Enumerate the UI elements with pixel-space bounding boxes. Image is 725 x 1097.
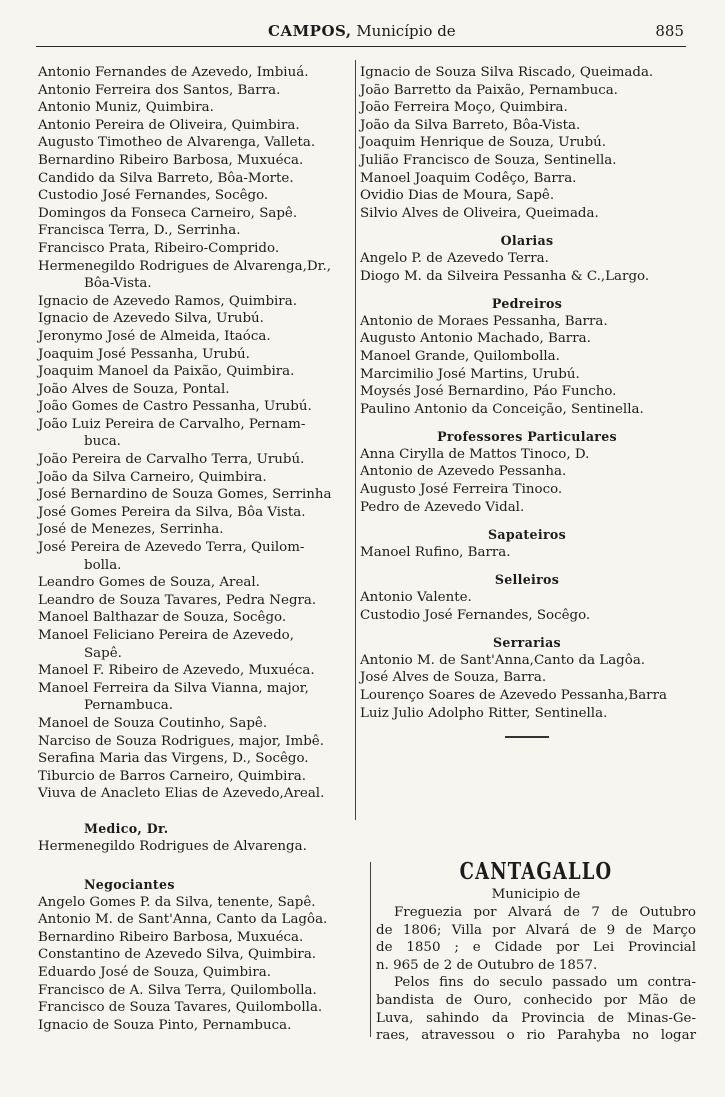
section-heading-sapateiros: Sapateiros <box>488 527 566 543</box>
list-item: Augusto José Ferreira Tinoco. <box>360 482 563 498</box>
list-item: Antonio de Azevedo Pessanha. <box>360 464 567 480</box>
list-item: Joaquim Manoel da Paixão, Quimbira. <box>38 364 295 380</box>
list-item: Ignacio de Souza Pinto, Pernambuca. <box>38 1017 292 1033</box>
list-item: Angelo Gomes P. da Silva, tenente, Sapê. <box>38 894 316 910</box>
medico-section <box>38 820 358 855</box>
list-item: João Ferreira Moço, Quimbira. <box>360 100 568 116</box>
list-item: Diogo M. da Silveira Pessanha & C.,Largo. <box>360 268 650 284</box>
list-item: Manoel Ferreira da Silva Vianna, major, <box>38 680 309 696</box>
list-item: Custodio José Fernandes, Socêgo. <box>38 188 269 204</box>
body-line: Luva, sahindo da Provincia de Minas-Ge- <box>376 1010 696 1026</box>
list-item: Lourenço Soares de Azevedo Pessanha,Barra <box>360 688 667 703</box>
list-item: Pedro de Azevedo Vidal. <box>360 499 525 515</box>
body-line: de 1806; Villa por Alvará de 9 de Março <box>376 922 696 938</box>
list-item: Ignacio de Azevedo Silva, Urubú. <box>38 311 264 327</box>
list-item: João Alves de Souza, Pontal. <box>38 381 230 397</box>
list-item: José Bernardino de Souza Gomes, Serrinha <box>38 487 332 503</box>
list-item: Luiz Julio Adolpho Ritter, Sentinella. <box>360 705 608 721</box>
list-item: Ignacio de Souza Silva Riscado, Queimada. <box>360 65 654 80</box>
body-line: de 1850 ; e Cidade por Lei Provincial <box>376 940 696 956</box>
list-item-continuation: Bôa-Vista. <box>84 276 152 292</box>
list-item: Bernardino Ribeiro Barbosa, Muxuéca. <box>38 152 304 168</box>
list-item: Antonio Ferreira dos Santos, Barra. <box>38 82 281 98</box>
list-item: Viuva de Anacleto Elias de Azevedo,Areal. <box>38 786 325 802</box>
list-item: José Gomes Pereira da Silva, Bôa Vista. <box>38 504 306 520</box>
list-item-continuation: Pernambuca. <box>84 698 173 714</box>
body-line: n. 965 de 2 de Outubro de 1857. <box>376 957 598 973</box>
section-heading-olarias: Olarias <box>500 233 554 249</box>
cantagallo-section <box>376 858 696 1045</box>
list-item: Manoel de Souza Coutinho, Sapê. <box>38 715 268 731</box>
list-item: Antonio M. de Sant'Anna,Canto da Lagôa. <box>360 652 646 668</box>
list-item: Joaquim Henrique de Souza, Urubú. <box>360 135 607 151</box>
list-item: José de Menezes, Serrinha. <box>38 522 224 538</box>
list-item: Manoel F. Ribeiro de Azevedo, Muxuéca. <box>38 663 315 679</box>
list-item: Eduardo José de Souza, Quimbira. <box>38 964 271 980</box>
list-item: João da Silva Barreto, Bôa-Vista. <box>360 117 581 133</box>
list-item: Ignacio de Azevedo Ramos, Quimbira. <box>38 293 297 309</box>
list-item: Jeronymo José de Almeida, Itaóca. <box>38 328 271 344</box>
list-item: Domingos da Fonseca Carneiro, Sapê. <box>38 205 298 221</box>
section-heading-negociantes: Negociantes <box>84 877 175 892</box>
list-item: José Pereira de Azevedo Terra, Quilom- <box>38 540 305 556</box>
list-item: Paulino Antonio da Conceição, Sentinella. <box>360 401 644 417</box>
list-item: Hermenegildo Rodrigues de Alvarenga,Dr., <box>38 258 332 274</box>
section-heading-medico: Medico, Dr. <box>84 821 169 836</box>
list-item: João Pereira de Carvalho Terra, Urubú. <box>38 452 305 468</box>
list-item: Constantino de Azevedo Silva, Quimbira. <box>38 947 317 963</box>
list-item: Tiburcio de Barros Carneiro, Quimbira. <box>38 768 306 784</box>
list-item: Marcimilio José Martins, Urubú. <box>360 366 580 382</box>
list-item: Bernardino Ribeiro Barbosa, Muxuéca. <box>38 929 304 945</box>
list-item: Manoel Feliciano Pereira de Azevedo, <box>38 628 294 643</box>
list-item: Joaquim José Pessanha, Urubú. <box>38 346 250 362</box>
header-title <box>268 22 456 40</box>
cantagallo-body <box>376 904 696 1045</box>
list-item: Antonio de Moraes Pessanha, Barra. <box>360 313 608 329</box>
negociantes-section <box>38 876 374 1034</box>
list-item: Candido da Silva Barreto, Bôa-Morte. <box>38 170 294 186</box>
list-item: Antonio Muniz, Quimbira. <box>38 100 214 116</box>
list-item: Serafina Maria das Virgens, D., Socêgo. <box>38 751 309 767</box>
list-item: Manoel Joaquim Codêço, Barra. <box>360 170 577 186</box>
list-item: João Luiz Pereira de Carvalho, Pernam- <box>38 416 306 432</box>
header-place: CAMPOS, <box>268 22 352 40</box>
list-item: Francisco Prata, Ribeiro-Comprido. <box>38 240 280 256</box>
list-item: Manoel Grande, Quilombolla. <box>360 348 560 364</box>
list-item: Angelo P. de Azevedo Terra. <box>360 250 549 266</box>
section-heading-selleiros: Selleiros <box>494 572 560 588</box>
left-column <box>38 64 356 803</box>
list-item: Francisca Terra, D., Serrinha. <box>38 223 241 239</box>
section-heading-professores: Professores Particulares <box>437 429 617 445</box>
list-item: João Barretto da Paixão, Pernambuca. <box>360 82 618 98</box>
list-item: Julião Francisco de Souza, Sentinella. <box>360 152 617 168</box>
list-item: Leandro de Souza Tavares, Pedra Negra. <box>38 592 317 608</box>
header-municipality: Município de <box>356 22 456 40</box>
list-item: José Alves de Souza, Barra. <box>360 670 547 686</box>
body-line: raes, atravessou o rio Parahyba no logar <box>376 1028 696 1044</box>
list-item: Antonio Pereira de Oliveira, Quimbira. <box>38 117 300 133</box>
list-item: Custodio José Fernandes, Socêgo. <box>360 607 591 623</box>
list-item: Ovidio Dias de Moura, Sapê. <box>360 188 555 204</box>
list-item: Antonio Fernandes de Azevedo, Imbiuá. <box>38 65 309 80</box>
cantagallo-title: CANTAGALLO <box>459 858 613 885</box>
right-column <box>360 64 694 738</box>
list-item: Leandro Gomes de Souza, Areal. <box>38 575 260 591</box>
list-item-continuation: Sapê. <box>84 645 122 661</box>
list-item: Augusto Antonio Machado, Barra. <box>360 331 591 347</box>
list-item: Antonio Valente. <box>360 590 472 606</box>
list-item: Narciso de Souza Rodrigues, major, Imbê. <box>38 733 324 749</box>
list-item: Silvio Alves de Oliveira, Queimada. <box>360 205 599 221</box>
list-item: Augusto Timotheo de Alvarenga, Valleta. <box>38 135 316 151</box>
body-line: Freguezia por Alvará de 7 de Outubro <box>394 905 696 920</box>
cantagallo-subtitle: Municipio de <box>491 887 581 902</box>
page-header <box>36 22 686 47</box>
list-item: Anna Cirylla de Mattos Tinoco, D. <box>360 446 590 462</box>
section-heading-pedreiros: Pedreiros <box>491 296 563 312</box>
list-item: Antonio M. de Sant'Anna, Canto da Lagôa. <box>38 912 328 928</box>
list-item: Manoel Balthazar de Souza, Socêgo. <box>38 610 287 626</box>
list-item: João Gomes de Castro Pessanha, Urubú. <box>38 399 312 415</box>
list-item: Moysés José Bernardino, Páo Funcho. <box>360 384 617 400</box>
list-item: Francisco de Souza Tavares, Quilombolla. <box>38 1000 323 1016</box>
section-rule <box>505 736 549 738</box>
body-line: bandista de Ouro, conhecido por Mão de <box>376 992 696 1008</box>
list-item: Manoel Rufino, Barra. <box>360 544 511 560</box>
list-item: João da Silva Carneiro, Quimbira. <box>38 469 267 485</box>
list-item-continuation: buca. <box>84 434 121 450</box>
body-line: Pelos fins do seculo passado um contra- <box>394 975 696 991</box>
list-item-continuation: bolla. <box>84 557 122 573</box>
section-heading-serrarias: Serrarias <box>493 635 561 651</box>
page-number: 885 <box>655 22 684 40</box>
list-item: Francisco de A. Silva Terra, Quilombolla. <box>38 982 317 998</box>
list-item: Hermenegildo Rodrigues de Alvarenga. <box>38 838 307 854</box>
